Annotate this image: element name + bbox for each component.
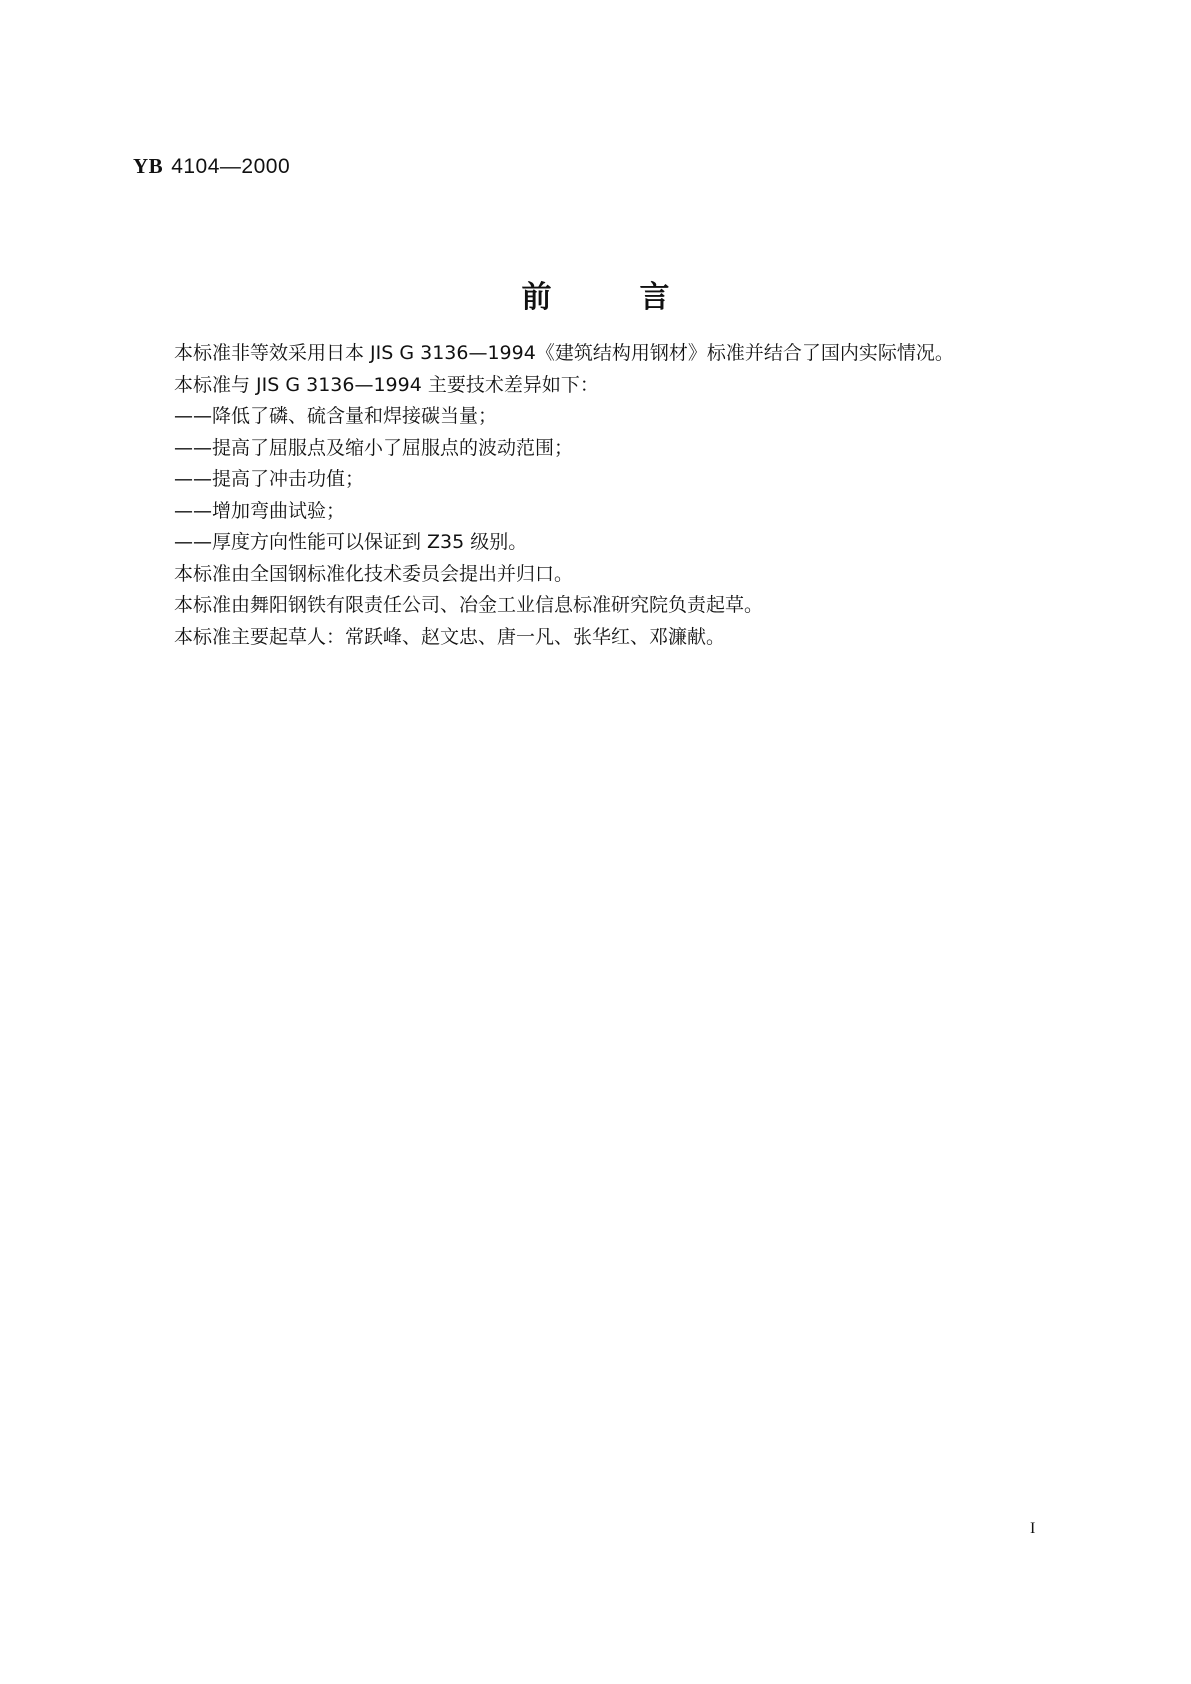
paragraph-differences-intro: 本标准与 JIS G 3136—1994 主要技术差异如下： bbox=[174, 373, 599, 396]
list-item: ——提高了冲击功值； bbox=[174, 468, 365, 490]
list-item: ——厚度方向性能可以保证到 Z35 级别。 bbox=[174, 531, 528, 553]
list-item: ——增加弯曲试验； bbox=[174, 499, 346, 522]
paragraph-proposer: 本标准由全国钢标准化技术委员会提出并归口。 bbox=[174, 562, 574, 585]
page-title: 前言 bbox=[521, 280, 758, 315]
paragraph-adoption: 本标准非等效采用日本 JIS G 3136—1994《建筑结构用钢材》标准并结合了国内实际情况。 bbox=[174, 342, 954, 364]
paragraph-drafting-units: 本标准由舞阳钢铁有限责任公司、冶金工业信息标准研究院负责起草。 bbox=[174, 594, 764, 616]
list-item: ——降低了磷、硫含量和焊接碳当量； bbox=[174, 405, 498, 427]
document-header bbox=[133, 154, 290, 179]
list-item: ——提高了屈服点及缩小了屈服点的波动范围； bbox=[174, 436, 574, 459]
standard-prefix: YB bbox=[133, 154, 164, 178]
foreword-body bbox=[174, 338, 1054, 653]
standard-number: 4104—2000 bbox=[171, 155, 291, 178]
paragraph-drafters: 本标准主要起草人：常跃峰、赵文忠、唐一凡、张华红、邓濂献。 bbox=[174, 625, 726, 648]
page-number: I bbox=[1030, 1520, 1036, 1537]
